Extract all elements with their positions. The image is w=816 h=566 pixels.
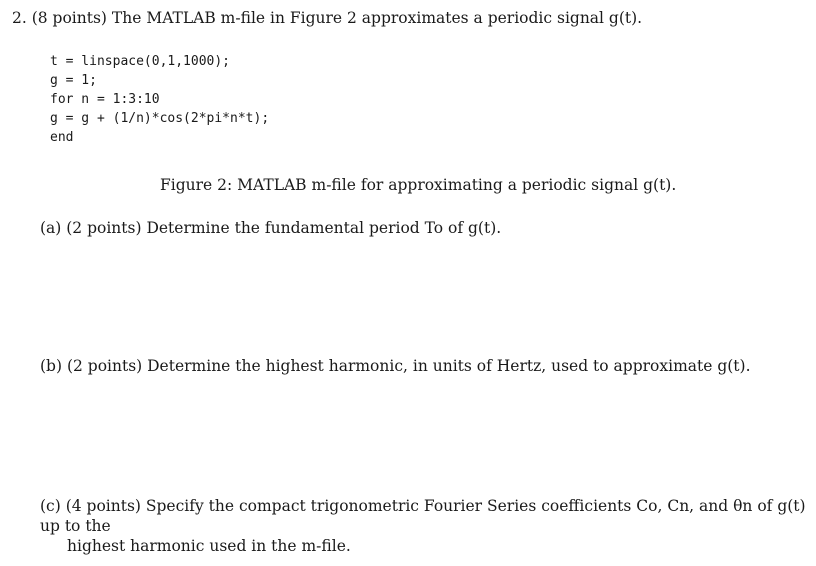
code-line: for n = 1:3:10 <box>50 92 160 107</box>
code-line: g = 1; <box>50 73 97 88</box>
part-c-block <box>40 496 810 556</box>
matlab-code-block <box>50 52 269 147</box>
code-line: g = g + (1/n)*cos(2*pi*n*t); <box>50 111 270 126</box>
question-header: 2. (8 points) The MATLAB m-file in Figure 2 approximates a periodic signal g(t). <box>12 9 643 27</box>
part-c-line2: highest harmonic used in the m-file. <box>67 537 351 555</box>
figure-caption: Figure 2: MATLAB m-file for approximating a periodic signal g(t). <box>160 176 677 194</box>
part-b-text: (b) (2 points) Determine the highest harmonic, in units of Hertz, used to approximate g(t). <box>40 357 751 375</box>
code-line: end <box>50 130 74 145</box>
part-a-text: (a) (2 points) Determine the fundamental period To of g(t). <box>40 219 502 237</box>
part-c-line1: (c) (4 points) Specify the compact trigonometric Fourier Series coefficients Co, Cn, and θn of g(t) up to the <box>40 497 806 535</box>
code-line: t = linspace(0,1,1000); <box>50 54 231 69</box>
